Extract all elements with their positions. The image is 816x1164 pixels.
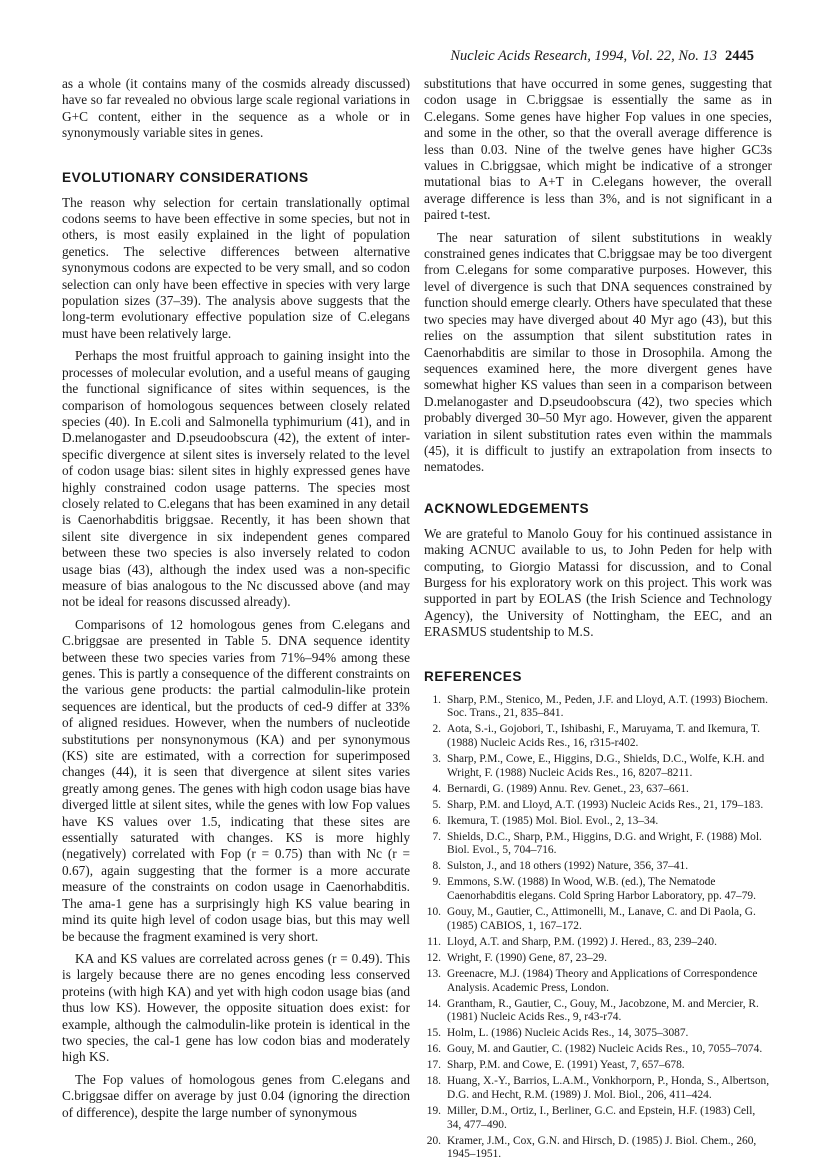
reference-item xyxy=(424,1027,772,1041)
reference-text: Wright, F. (1990) Gene, 87, 23–29. xyxy=(447,951,607,964)
reference-text: Lloyd, A.T. and Sharp, P.M. (1992) J. Hered., 83, 239–240. xyxy=(447,935,717,948)
body-paragraph: The reason why selection for certain translationally optimal codons seems to have been effective in some species, but not in others, is most easily explained in the light of population genetics. The selective differences between alternative synonymous codons are expected to be very small, and so codon selection can only have been effective in species with very large population sizes (37–39). The analysis above suggests that the long-term evolutionary effective population size of C.elegans must have been relatively large. xyxy=(62,194,410,341)
reference-number: 5. xyxy=(432,798,441,811)
reference-text: Sharp, P.M. and Cowe, E. (1991) Yeast, 7, 657–678. xyxy=(447,1059,685,1072)
reference-text: Ikemura, T. (1985) Mol. Biol. Evol., 2, 13–34. xyxy=(447,814,659,827)
reference-item xyxy=(424,860,772,874)
body-paragraph: Comparisons of 12 homologous genes from C.elegans and C.briggsae are presented in Table 5. DNA sequence identity between these two species varies from 71%–94% among these genes. This is partly a consequence of the different constraints on the various gene products: the partial calmodulin-like protein sequences are identical, but the products of ced-9 differ at 33% of aligned residues. However, when the numbers of nucleotide substitutions per nonsynonymous (KA) and per synonymous (KS) site are estimated, with a correction for superimposed changes (44), it is seen that divergence at silent sites varies greatly among genes. The genes with high codon usage bias have diverged little at silent sites, while the genes with low Fop values have KS values over 1.5, indicating that these sites are essentially saturated with changes. KS is more highly (negatively) correlated with Fop (r = 0.75) than with Nc (r = 0.67), again suggesting that the former is a more accurate measure of the constraints on codon usage in Caenorhabditis. The ama-1 gene has a surprisingly high KS value bearing in mind its quite high level of codon usage bias, but this may well be because the fragment examined is very short. xyxy=(62,616,410,944)
reference-number: 16. xyxy=(426,1043,441,1056)
acknowledgements-text: We are grateful to Manolo Gouy for his continued assistance in making ACNUC available to us, to John Peden for help with computing, to Giorgio Matassi for discussion, and to Conal Burgess for his exploratory work on this project. This work was supported in part by EOLAS (the Irish Science and Technology Agency), the University of Nottingham, the EEC, and an ERASMUS studentship to M.S. xyxy=(424,525,772,640)
left-column xyxy=(62,76,410,1127)
reference-number: 1. xyxy=(432,693,441,706)
reference-text: Gouy, M., Gautier, C., Attimonelli, M., Lanave, C. and Di Paola, G. (1985) CABIOS, 1, 167–172. xyxy=(447,906,756,932)
reference-item xyxy=(424,1105,772,1132)
reference-text: Aota, S.-i., Gojobori, T., Ishibashi, F., Maruyama, T. and Ikemura, T. (1988) Nucleic Acids Res., 16, r315-r402. xyxy=(447,723,760,749)
section-heading-acknowledgements: ACKNOWLEDGEMENTS xyxy=(424,500,590,516)
reference-number: 3. xyxy=(432,753,441,765)
reference-text: Emmons, S.W. (1988) In Wood, W.B. (ed.), The Nematode Caenorhabditis elegans. Cold Spring Harbor Laboratory, pp. 47–79. xyxy=(447,876,756,903)
page-number: 2445 xyxy=(725,48,754,64)
reference-number: 2. xyxy=(432,723,441,736)
body-paragraph: The Fop values of homologous genes from C.elegans and C.briggsae differ on average by just 0.04 (ignoring the direction of difference), despite the large number of synonymous xyxy=(62,1071,410,1120)
reference-item xyxy=(424,1075,772,1102)
reference-number: 7. xyxy=(432,830,441,843)
reference-number: 15. xyxy=(426,1027,441,1040)
reference-text: Greenacre, M.J. (1984) Theory and Applications of Correspondence Analysis. Academic Press, London. xyxy=(447,967,758,994)
reference-item xyxy=(424,753,772,780)
body-paragraph: The near saturation of silent substitutions in weakly constrained genes indicates that C.briggsae may be too divergent from C.elegans for some comparative purposes. However, this level of divergence is such that DNA sequences constrained by function should emerge clearly. Others have speculated that these two species may have diverged about 40 Myr ago (43), but this relies on the assumption that silent substitution rates in Caenorhabditis are similar to those in Drosophila. Among the sequences examined here, the more divergent genes have somewhat higher KS values than seen in a comparison between D.melanogaster and D.pseudoobscura (42), two species which probably diverged 30–50 Myr ago. However, given the apparent variation in silent substitution rates even within the mammals (45), it is difficult to justify an extrapolation from insects to nematodes. xyxy=(424,229,772,475)
right-column xyxy=(424,76,772,1164)
reference-item xyxy=(424,723,772,750)
reference-text: Holm, L. (1986) Nucleic Acids Res., 14, 3075–3087. xyxy=(447,1027,689,1040)
reference-item xyxy=(424,968,772,995)
reference-item xyxy=(424,1135,772,1162)
reference-item xyxy=(424,694,772,721)
body-paragraph: KA and KS values are correlated across genes (r = 0.49). This is largely because there are no genes encoding less conserved proteins (with high KA) and yet with high codon usage bias (and thus low KS). However, the opposite situation does exist: for example, although the calmodulin-like protein is identical in the two species, the cal-1 gene has low codon bias and moderately high KS. xyxy=(62,950,410,1065)
reference-text: Huang, X.-Y., Barrios, L.A.M., Vonkhorporn, P., Honda, S., Albertson, D.G. and Hecht, R.M. (1989) J. Mol. Biol., 206, 411–424. xyxy=(447,1075,770,1101)
reference-item xyxy=(424,1043,772,1057)
section-heading-references: REFERENCES xyxy=(424,668,522,684)
reference-item xyxy=(424,1059,772,1073)
reference-item xyxy=(424,783,772,797)
reference-item xyxy=(424,906,772,933)
reference-text: Kramer, J.M., Cox, G.N. and Hirsch, D. (1985) J. Biol. Chem., 260, 1945–1951. xyxy=(447,1134,757,1161)
reference-number: 14. xyxy=(426,997,441,1010)
reference-text: Sharp, P.M., Cowe, E., Higgins, D.G., Shields, D.C., Wolfe, K.H. and Wright, F. (1988) Nucleic Acids Res., 16, 8207–8211. xyxy=(447,753,765,779)
reference-number: 20. xyxy=(426,1134,441,1147)
reference-text: Sharp, P.M., Stenico, M., Peden, J.F. and Lloyd, A.T. (1993) Biochem. Soc. Trans., 21, 835–841. xyxy=(447,693,768,720)
journal-citation: Nucleic Acids Research, 1994, Vol. 22, No. 13 xyxy=(450,48,717,64)
reference-list xyxy=(424,694,772,1162)
reference-number: 4. xyxy=(432,782,441,795)
reference-text: Shields, D.C., Sharp, P.M., Higgins, D.G. and Wright, F. (1988) Mol. Biol. Evol., 5, 704–716. xyxy=(447,830,762,857)
reference-text: Gouy, M. and Gautier, C. (1982) Nucleic Acids Res., 10, 7055–7074. xyxy=(447,1043,763,1056)
reference-text: Bernardi, G. (1989) Annu. Rev. Genet., 23, 637–661. xyxy=(447,782,689,795)
reference-text: Grantham, R., Gautier, C., Gouy, M., Jacobzone, M. and Mercier, R. (1981) Nucleic Acids Res., 9, r43-r74. xyxy=(447,997,759,1024)
reference-item xyxy=(424,799,772,813)
reference-number: 17. xyxy=(426,1059,441,1072)
reference-number: 11. xyxy=(427,935,441,948)
reference-item xyxy=(424,936,772,950)
section-heading-evolutionary-considerations: EVOLUTIONARY CONSIDERATIONS xyxy=(62,169,309,185)
reference-text: Miller, D.M., Ortiz, I., Berliner, G.C. and Epstein, H.F. (1983) Cell, 34, 477–490. xyxy=(447,1104,756,1131)
reference-text: Sulston, J., and 18 others (1992) Nature, 356, 37–41. xyxy=(447,860,689,873)
reference-number: 9. xyxy=(432,876,441,889)
continuation-paragraph: as a whole (it contains many of the cosmids already discussed) have so far revealed no obvious large scale regional variations in G+C content, either in the sequence as a whole or in synonymously variable sites in genes. xyxy=(62,76,410,141)
reference-item xyxy=(424,876,772,903)
reference-number: 13. xyxy=(426,967,441,980)
reference-number: 8. xyxy=(432,860,441,873)
reference-text: Sharp, P.M. and Lloyd, A.T. (1993) Nucleic Acids Res., 21, 179–183. xyxy=(447,798,764,811)
reference-item xyxy=(424,952,772,966)
reference-number: 19. xyxy=(426,1104,441,1117)
reference-item xyxy=(424,831,772,858)
reference-number: 6. xyxy=(432,814,441,827)
reference-number: 12. xyxy=(426,951,441,964)
body-paragraph: substitutions that have occurred in some genes, suggesting that codon usage in C.briggsae is essentially the same as in C.elegans. Some genes have higher Fop values in one species, and some in the other, so that the overall average difference is less than 0.03. Nine of the twelve genes have higher GC3s values in C.briggsae, which might be indicative of a stronger mutational bias to A+T in C.elegans however, the overall average difference is less than 3%, and is not significant in a paired t-test. xyxy=(424,76,772,223)
reference-item xyxy=(424,815,772,829)
reference-number: 10. xyxy=(426,906,441,919)
body-paragraph: Perhaps the most fruitful approach to gaining insight into the processes of molecular evolution, and a useful means of gauging the functional significance of sites within sequences, is the comparison of homologous sequences between closely related species (40). In E.coli and Salmonella typhimurium (41), and in D.melanogaster and D.pseudoobscura (42), the extent of inter-specific divergence at silent sites is inversely related to the level of codon usage bias: silent sites in highly expressed genes have highly constrained codon usage patterns. The species most closely related to C.elegans that has been examined in any detail is Caenorhabditis briggsae. Recently, it has been shown that silent site divergence in six independent genes compared between these two species is also inversely related to codon usage bias (43), although the index used was a non-specific measure of bias analogous to the Nc discussed above (and may not be ideal for reasons discussed already). xyxy=(62,348,410,610)
reference-item xyxy=(424,998,772,1025)
running-header xyxy=(450,48,754,65)
reference-number: 18. xyxy=(426,1075,441,1088)
